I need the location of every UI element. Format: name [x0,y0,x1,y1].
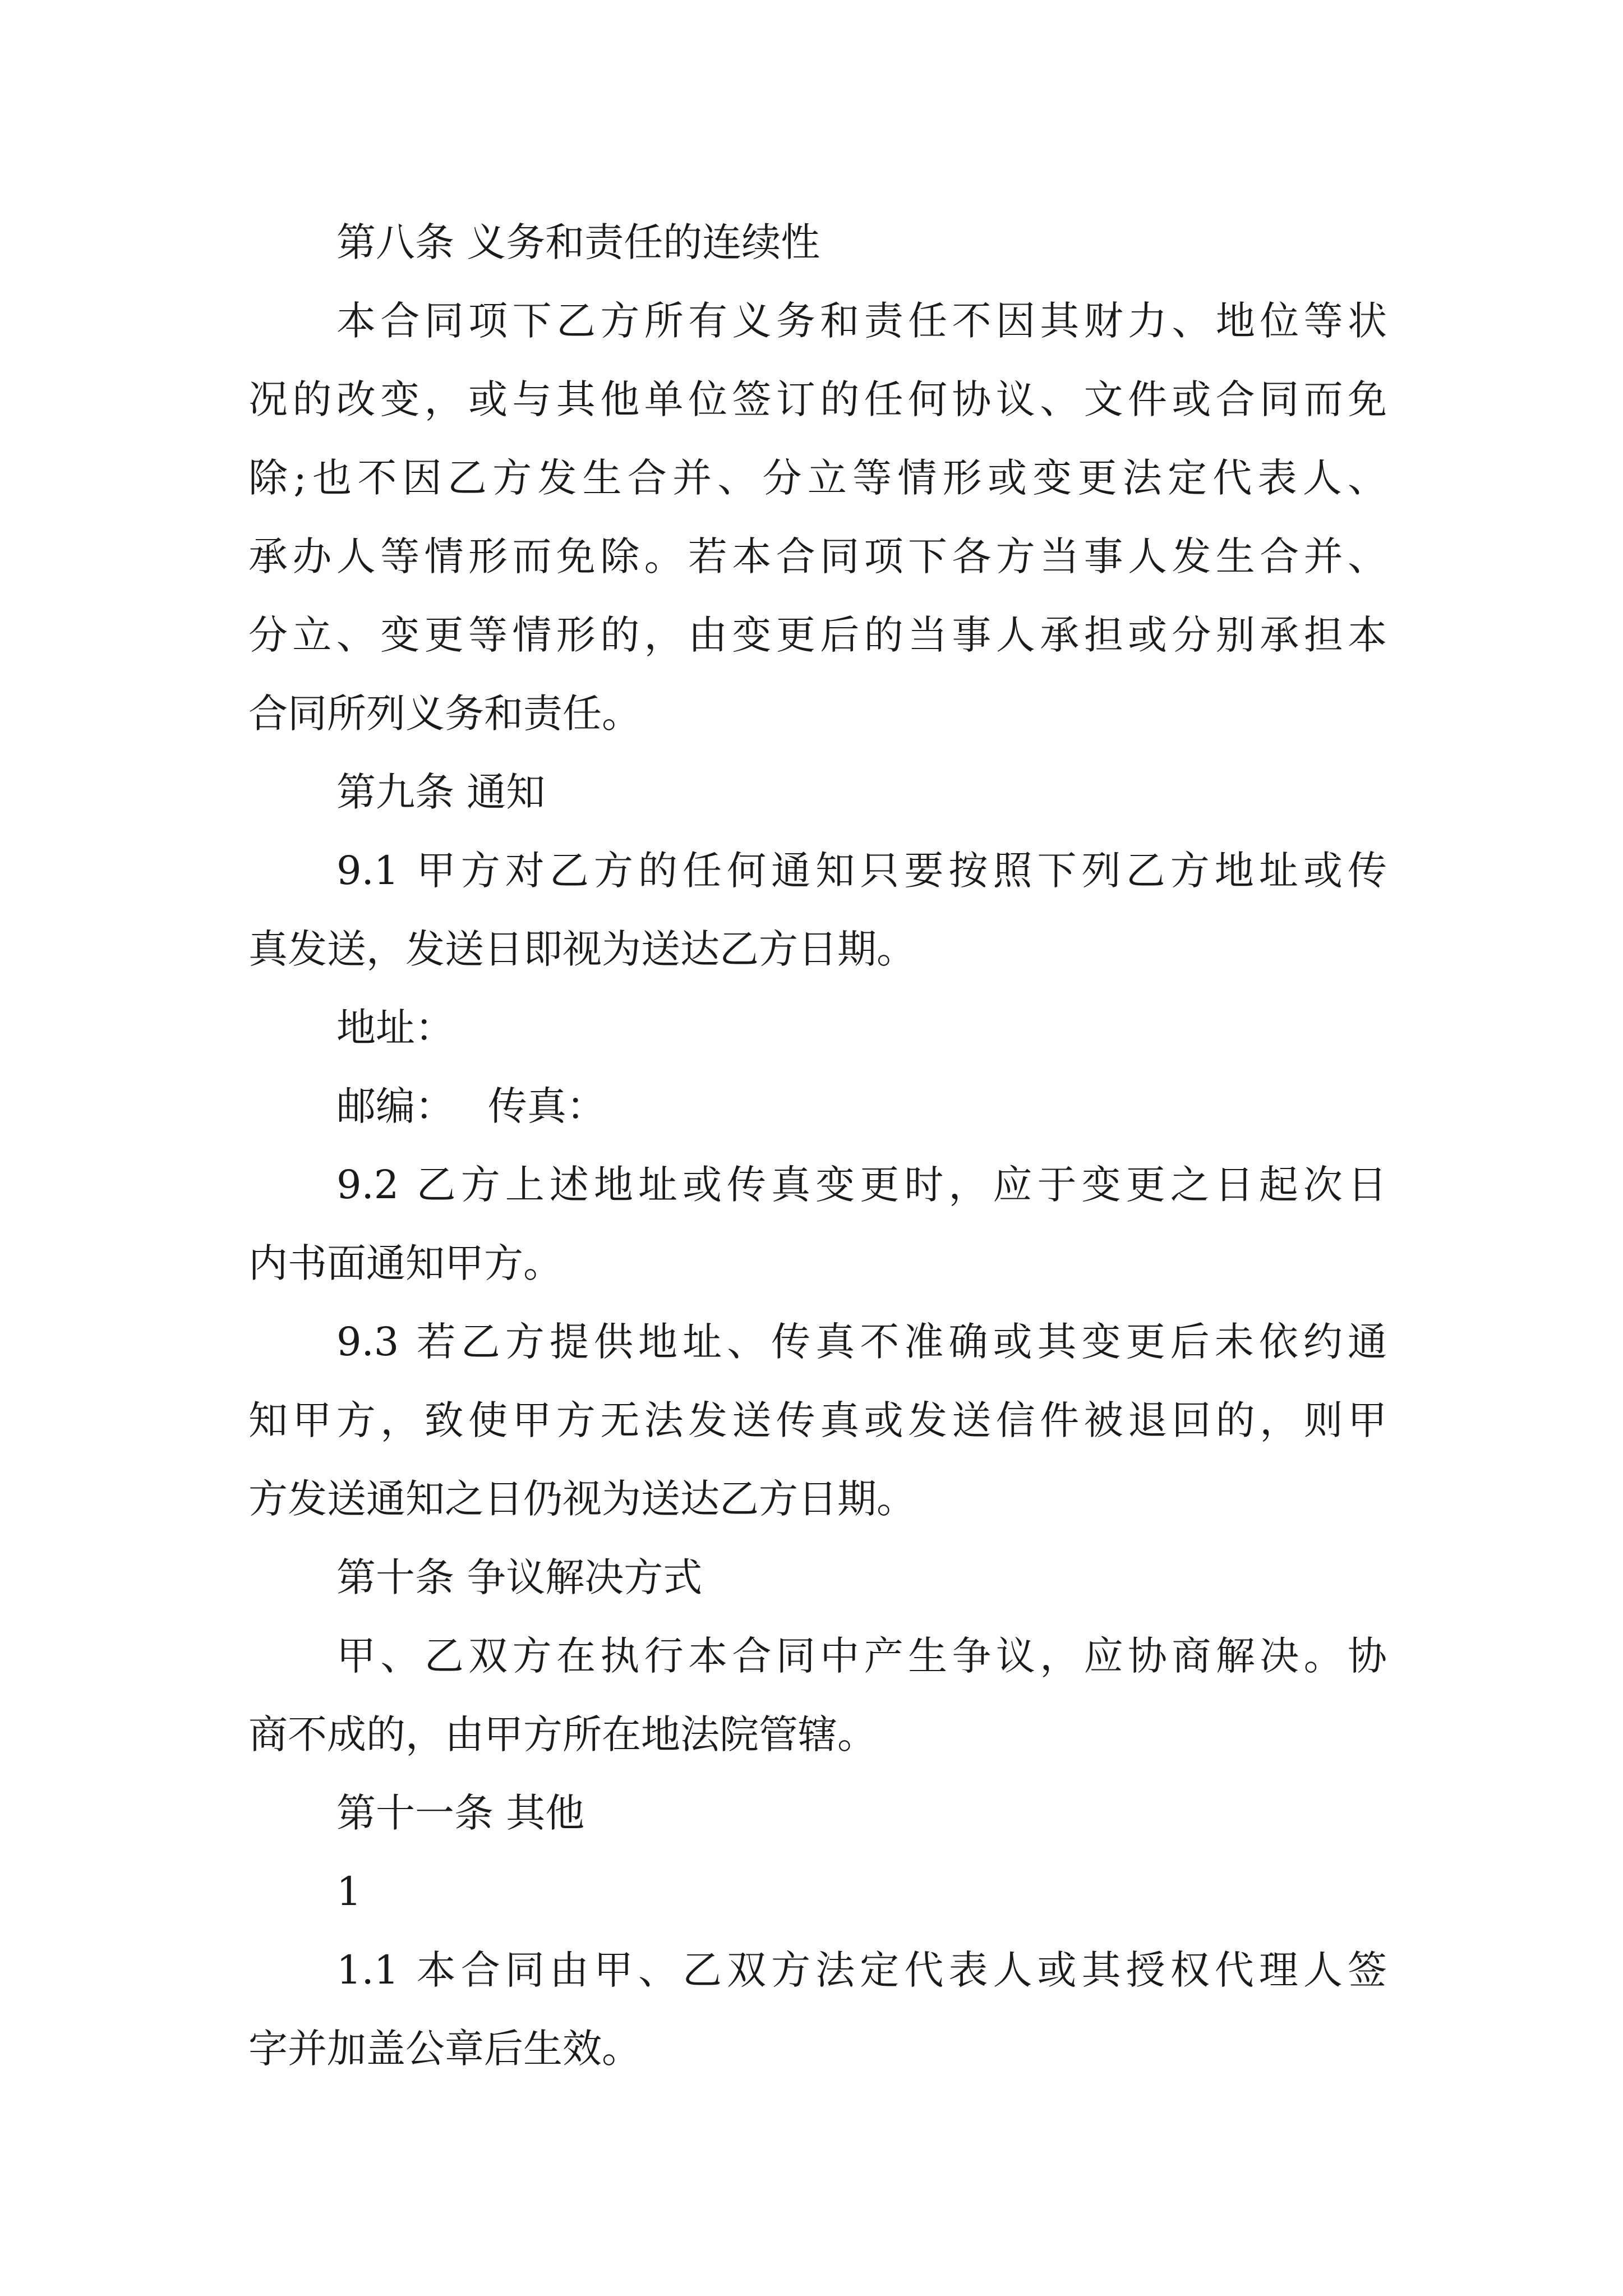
paragraph-line: 承办人等情形而免除。若本合同项下各方当事人发生合并、 [248,533,1387,579]
postcode-label: 邮编： [336,1083,454,1129]
paragraph-line: 商不成的，由甲方所在地法院管辖。 [248,1711,877,1757]
address-label: 地址： [336,1005,454,1051]
paragraph-line: 本合同项下乙方所有义务和责任不因其财力、地位等状 [336,298,1387,344]
clause-9-2-line: 9.2 乙方上述地址或传真变更时，应于变更之日起次日 [336,1162,1387,1208]
paragraph-line: 况的改变，或与其他单位签订的任何协议、文件或合同而免 [248,376,1387,422]
paragraph-line: 甲、乙双方在执行本合同中产生争议，应协商解决。协 [336,1633,1387,1679]
clause-9-1-line: 真发送，发送日即视为送达乙方日期。 [248,926,916,972]
postcode-fax-line [336,1061,1387,1151]
clause-9-3-line: 9.3 若乙方提供地址、传真不准确或其变更后未依约通 [336,1319,1387,1365]
clause-1-1-line: 1.1 本合同由甲、乙双方法定代表人或其授权代理人签 [336,1947,1387,1993]
clause-9-2-line: 内书面通知甲方。 [248,1240,562,1286]
clause-9-1-line: 9.1 甲方对乙方的任何通知只要按照下列乙方地址或传 [336,848,1387,894]
clause-9-3-line: 方发送通知之日仍视为送达乙方日期。 [248,1476,916,1522]
clause-9-3-line: 知甲方，致使甲方无法发送传真或发送信件被退回的，则甲 [248,1397,1387,1443]
clause-1-1-line: 字并加盖公章后生效。 [248,2026,641,2072]
fax-label: 传真： [488,1083,606,1129]
article-8-heading: 第八条 义务和责任的连续性 [336,219,820,265]
section-number: 1 [336,1869,362,1915]
paragraph-line: 分立、变更等情形的，由变更后的当事人承担或分别承担本 [248,612,1387,658]
article-9-heading: 第九条 通知 [336,769,546,815]
paragraph-line: 除;也不因乙方发生合并、分立等情形或变更法定代表人、 [248,455,1387,501]
article-10-heading: 第十条 争议解决方式 [336,1554,703,1600]
paragraph-line: 合同所列义务和责任。 [248,691,641,737]
article-11-heading: 第十一条 其他 [336,1790,585,1836]
